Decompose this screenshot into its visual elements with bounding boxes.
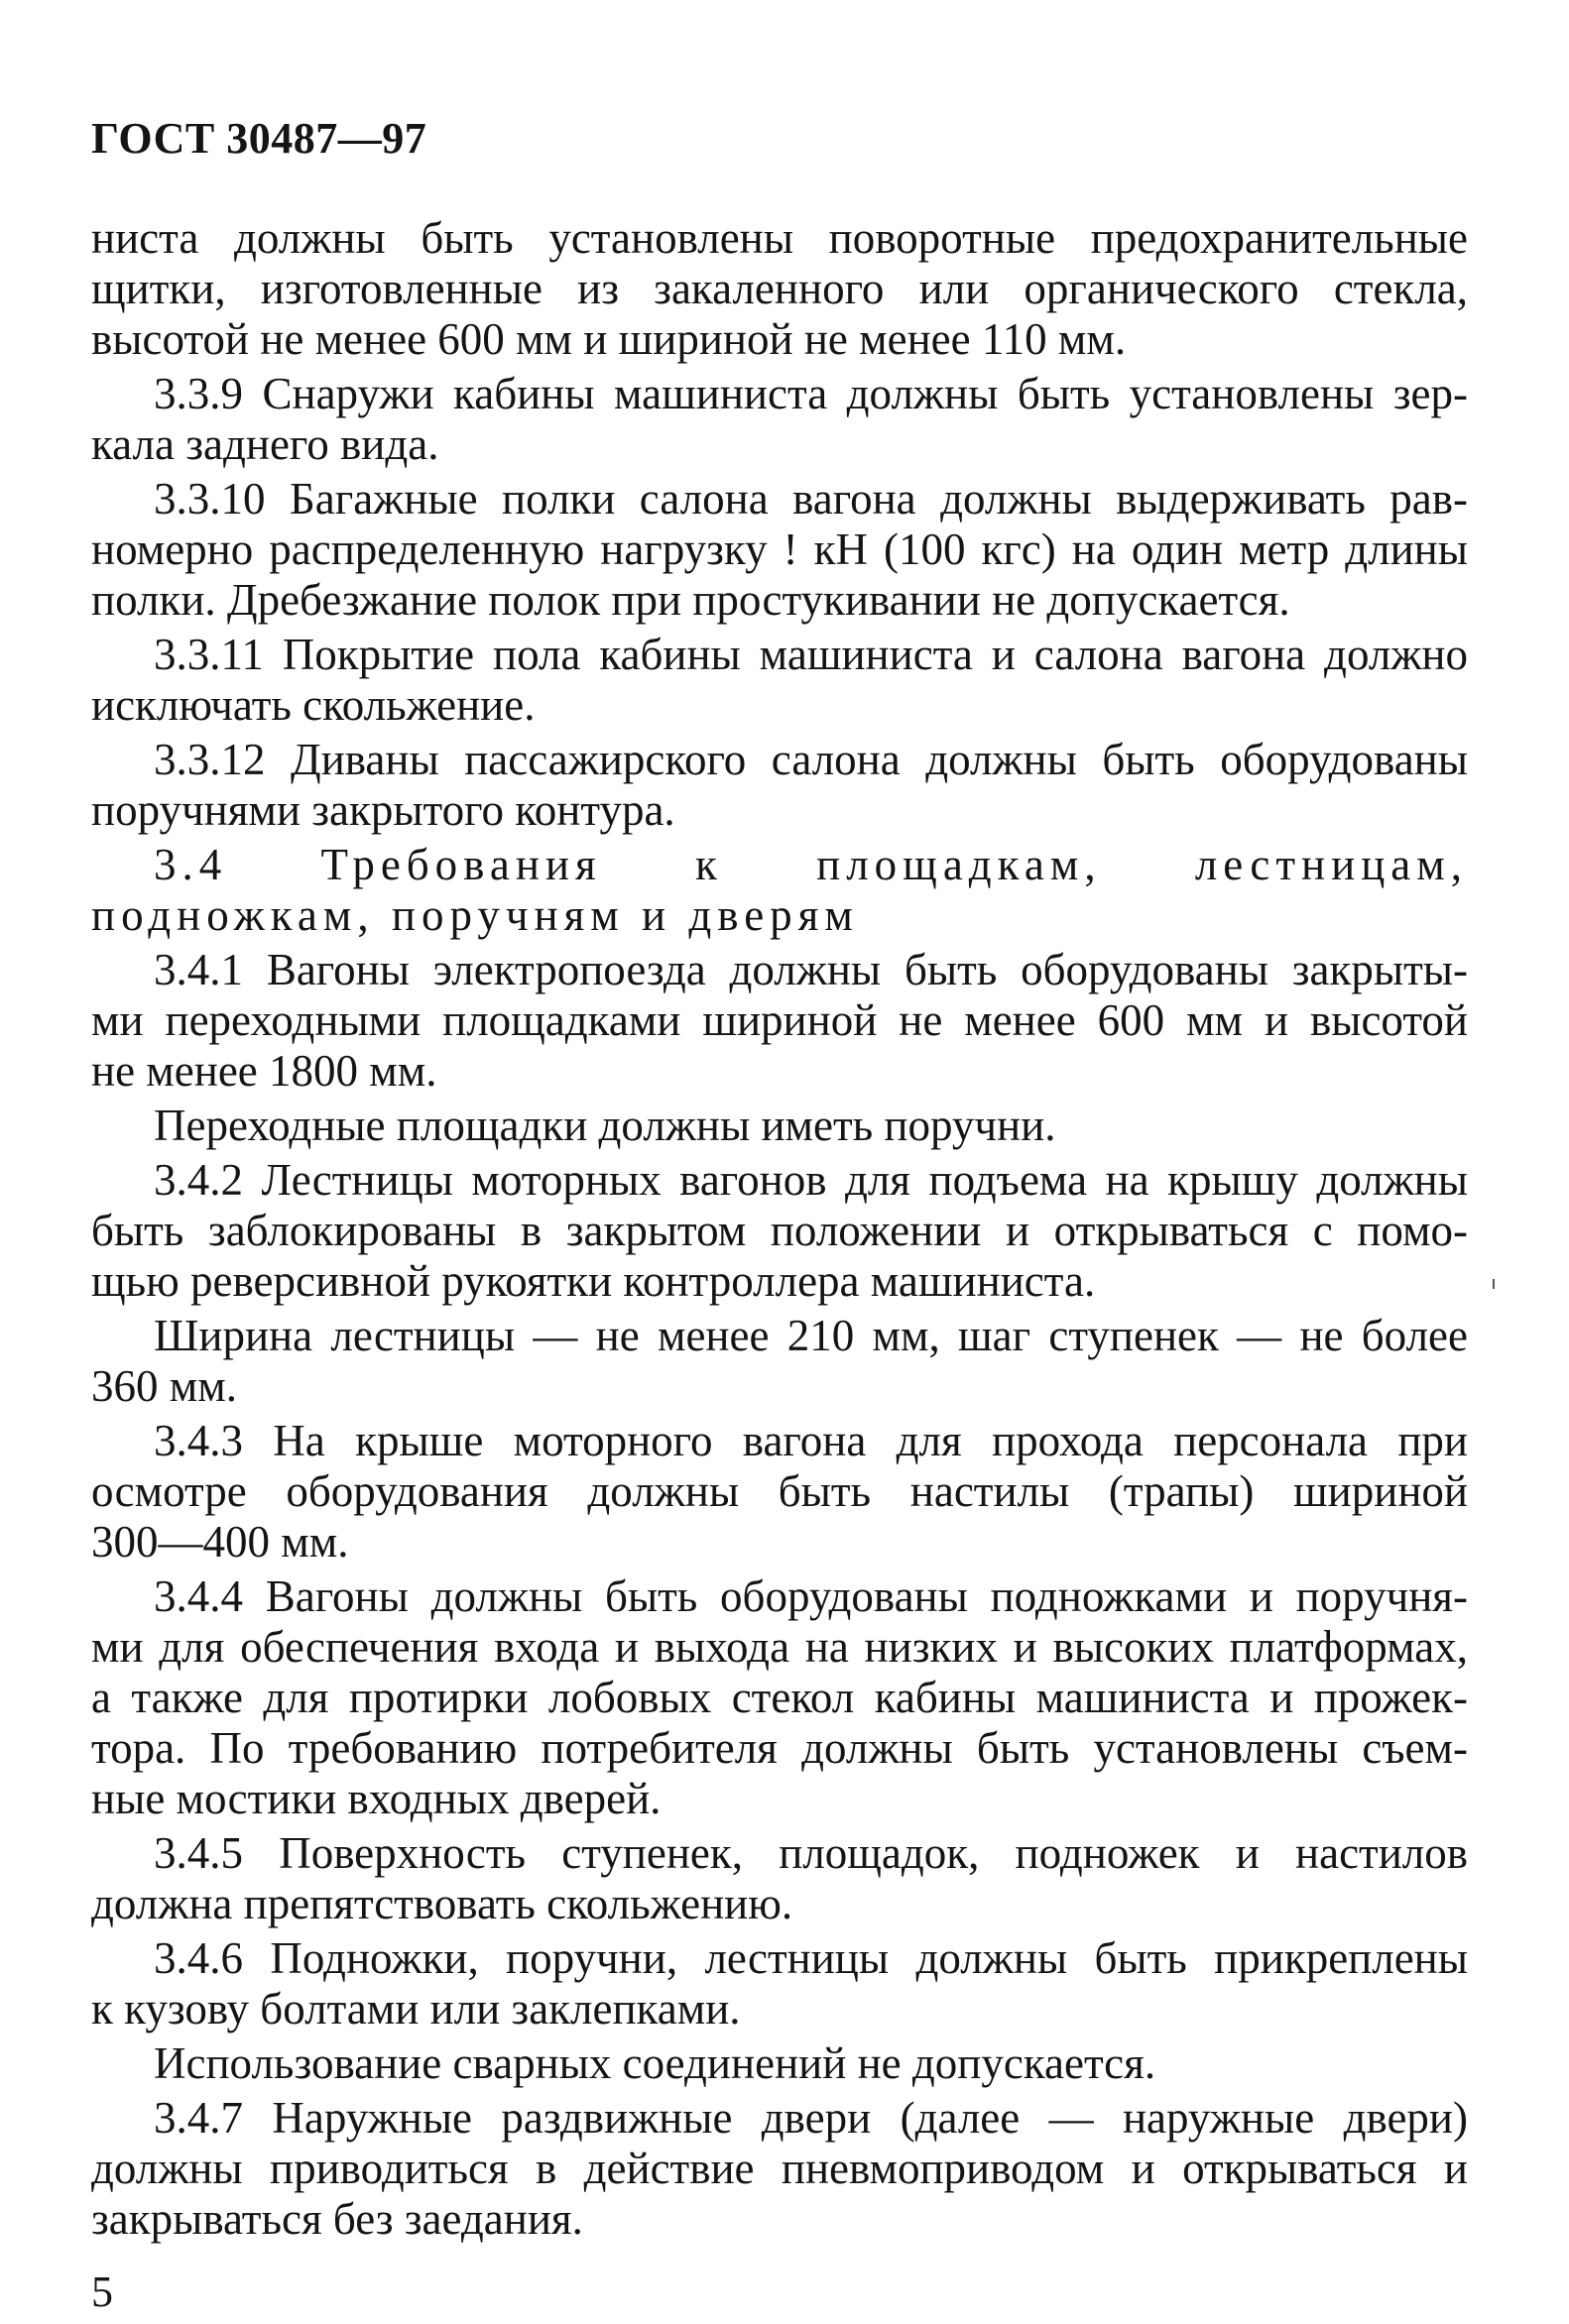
- text-line: 3.4.6 Подножки, поручни, лестницы должны быть прикреплены: [154, 1933, 1468, 1983]
- text-line: быть заблокированы в закрытом положении и открываться с помо-: [91, 1206, 1468, 1255]
- text-line: 3.4.5 Поверхность ступенек, площадок, подножек и настилов: [154, 1828, 1468, 1878]
- text-line: 300—400 мм.: [91, 1517, 349, 1567]
- text-line: ми для обеспечения входа и выхода на низких и высоких платформах,: [91, 1622, 1468, 1672]
- text-line: ми переходными площадками шириной не менее 600 мм и высотой: [91, 995, 1468, 1045]
- text-line: ные мостики входных дверей.: [91, 1774, 662, 1823]
- text-line: Ширина лестницы — не менее 210 мм, шаг ступенек — не более: [154, 1311, 1468, 1360]
- text-line: должны приводиться в действие пневмоприводом и открываться и: [91, 2144, 1468, 2193]
- text-line: осмотре оборудования должны быть настилы (трапы) шириной: [91, 1466, 1468, 1516]
- text-line: 3.3.9 Снаружи кабины машиниста должны быть установлены зер-: [154, 369, 1468, 418]
- section-heading: 3.4 Требования к площадкам, лестницам,: [154, 840, 1468, 889]
- text-line: исключать скольжение.: [91, 680, 536, 730]
- text-line: 3.3.10 Багажные полки салона вагона должны выдерживать рав-: [154, 474, 1468, 523]
- document-header: ГОСТ 30487—97: [91, 114, 427, 163]
- text-line: 360 мм.: [91, 1361, 237, 1411]
- text-line: к кузову болтами или заклепками.: [91, 1984, 741, 2034]
- margin-mark: [1493, 1279, 1495, 1289]
- text-line: 3.3.12 Диваны пассажирского салона должны быть оборудованы: [154, 735, 1468, 784]
- text-line: ниста должны быть установлены поворотные предохранительные: [91, 213, 1468, 263]
- text-line: Использование сварных соединений не допускается.: [154, 2038, 1156, 2088]
- text-line: должна препятствовать скольжению.: [91, 1879, 793, 1928]
- page-number: 5: [91, 2267, 113, 2316]
- text-line: Переходные площадки должны иметь поручни.: [154, 1101, 1056, 1150]
- text-line: 3.3.11 Покрытие пола кабины машиниста и салона вагона должно: [154, 630, 1468, 679]
- text-line: поручнями закрытого контура.: [91, 785, 675, 835]
- text-line: кала заднего вида.: [91, 419, 439, 469]
- section-heading: подножкам, поручням и дверям: [91, 890, 859, 940]
- text-line: полки. Дребезжание полок при простукивании не допускается.: [91, 575, 1290, 625]
- text-line: 3.4.7 Наружные раздвижные двери (далее — наружные двери): [154, 2093, 1468, 2143]
- text-line: 3.4.4 Вагоны должны быть оборудованы подножками и поручня-: [154, 1571, 1468, 1621]
- text-line: не менее 1800 мм.: [91, 1046, 437, 1096]
- text-line: щью реверсивной рукоятки контроллера машиниста.: [91, 1256, 1096, 1306]
- text-line: а также для протирки лобовых стекол кабины машиниста и прожек-: [91, 1673, 1468, 1722]
- text-line: высотой не менее 600 мм и шириной не менее 110 мм.: [91, 314, 1127, 364]
- text-line: 3.4.2 Лестницы моторных вагонов для подъема на крышу должны: [154, 1155, 1468, 1205]
- text-line: номерно распределенную нагрузку ! кН (100 кгс) на один метр длины: [91, 524, 1468, 574]
- text-line: 3.4.1 Вагоны электропоезда должны быть оборудованы закрыты-: [154, 945, 1468, 994]
- text-line: тора. По требованию потребителя должны быть установлены съем-: [91, 1723, 1468, 1773]
- text-line: щитки, изготовленные из закаленного или органического стекла,: [91, 264, 1468, 313]
- text-line: закрываться без заедания.: [91, 2194, 583, 2244]
- text-line: 3.4.3 На крыше моторного вагона для прохода персонала при: [154, 1416, 1468, 1465]
